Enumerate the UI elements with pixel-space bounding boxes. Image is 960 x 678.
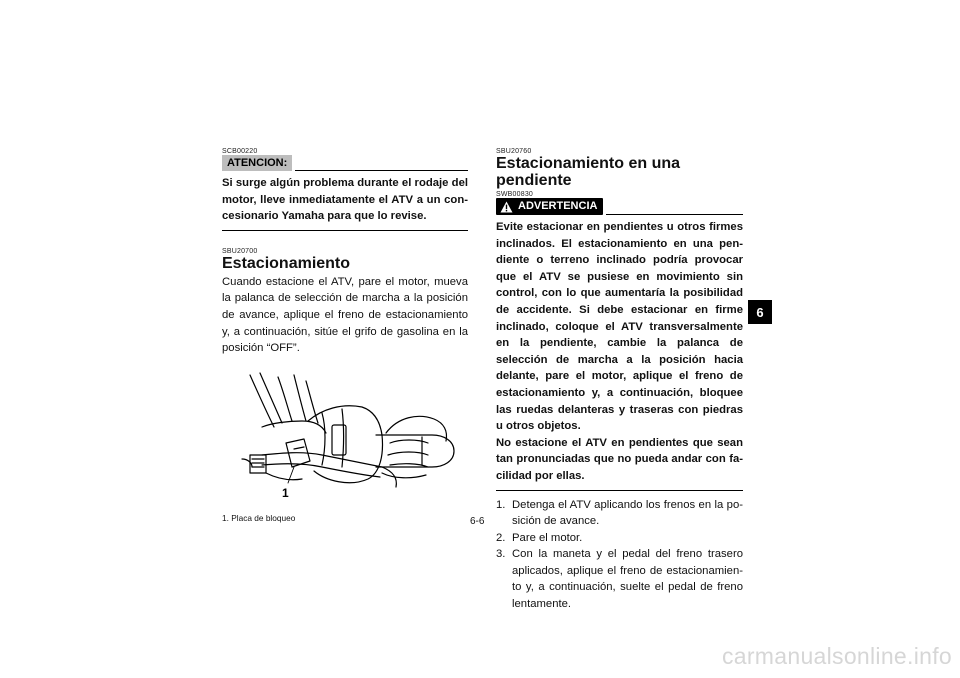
step-number: 2. xyxy=(496,531,506,544)
list-item xyxy=(496,497,743,530)
figure-caption: 1. Placa de bloqueo xyxy=(222,512,296,523)
left-column xyxy=(222,148,468,523)
watermark: carmanualsonline.info xyxy=(721,643,952,669)
step-text: Con la maneta y el pedal del freno trasero aplicados, aplique el freno de estacionamiento y, a continuación, suelte el pedal de freno lentamente. xyxy=(512,548,743,611)
section-code-right: SBU20760 xyxy=(496,148,532,155)
warning-paragraph-1: Evite estacionar en pendientes u otros firmes inclinados. El estacionamiento en una pendiente o terreno inclinado podría provocar que el ATV se pusiese en movimiento sin control, con lo que aumentaría la posibilidad de accidente. Si debe estacionar en firme inclinado, coloque el ATV transversalmente en la pendiente, cambie la palanca de selección de marcha a la posición hacia delante, pare el motor, aplique el freno de estacionamiento y, a continuación, bloquee las ruedas delanteras y traseras con piedras u otros objetos. xyxy=(496,221,743,433)
section-code: SBU20700 xyxy=(222,247,258,255)
warning-label-box xyxy=(496,198,603,215)
section-body: Cuando estacione el ATV, pare el motor, mueva la palanca de selección de marcha a la posición de avance, aplique el freno de estacionamiento y, a continuación, sitúe el grifo de gasolina en la posición “OFF”. xyxy=(222,275,468,355)
section-title-right: Estacionamiento en una pendiente xyxy=(496,155,681,189)
caution-header xyxy=(222,155,468,171)
warning-label: ADVERTENCIA xyxy=(518,200,598,212)
warning-triangle-icon xyxy=(500,201,513,213)
warning-rule xyxy=(606,214,743,215)
figure-callout: 1 xyxy=(282,485,289,500)
steps-list xyxy=(496,497,743,613)
list-item xyxy=(496,546,743,612)
parking-brake-illustration xyxy=(222,363,468,513)
caution-code: SCB00220 xyxy=(222,148,258,155)
list-item xyxy=(496,530,743,547)
chapter-tab: 6 xyxy=(748,300,772,324)
caution-label: ATENCION: xyxy=(222,155,292,171)
caution-text: Si surge algún problema durante el rodaje del motor, lleve inmediatamente el ATV a un concesionario Yamaha para que lo revise. xyxy=(222,175,468,231)
caution-rule xyxy=(295,170,468,171)
step-number: 3. xyxy=(496,548,506,561)
warning-text xyxy=(496,219,743,491)
warning-header xyxy=(496,198,743,215)
warning-code: SWB00830 xyxy=(496,191,534,198)
warning-paragraph-2: No estacione el ATV en pendientes que sean tan pronunciadas que no pueda andar con facilidad por ellas. xyxy=(496,436,743,482)
right-column xyxy=(496,148,743,613)
handlebar-figure xyxy=(222,363,468,513)
step-text: Detenga el ATV aplicando los frenos en la posición de avance. xyxy=(512,498,743,528)
step-number: 1. xyxy=(496,498,506,511)
section-title: Estacionamiento xyxy=(222,254,351,272)
step-text: Pare el motor. xyxy=(512,531,583,544)
page-number: 6-6 xyxy=(470,516,485,527)
